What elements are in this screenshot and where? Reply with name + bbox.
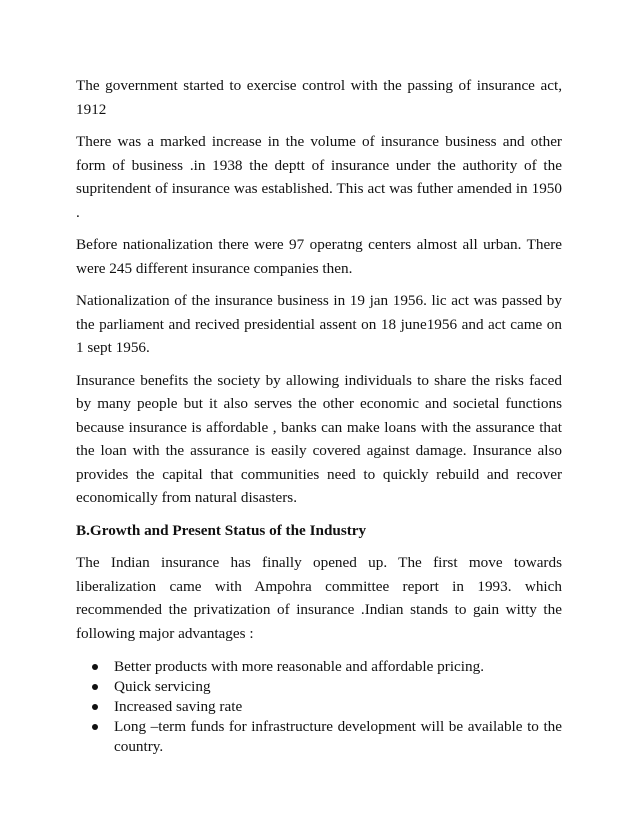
bullet-icon bbox=[92, 684, 98, 690]
bullet-icon bbox=[92, 724, 98, 730]
list-item-text: Increased saving rate bbox=[114, 698, 243, 715]
list-item bbox=[76, 717, 562, 757]
list-item-text: Quick servicing bbox=[114, 678, 211, 695]
list-item-text: Better products with more reasonable and affordable pricing. bbox=[114, 658, 484, 675]
list-item-text: Long –term funds for infrastructure development will be available to the country. bbox=[114, 718, 562, 755]
paragraph-insurance-benefits: Insurance benefits the society by allowing individuals to share the risks faced by many people but it also serves the other economic and societal functions because insurance is affordable , banks can make loans with the assurance that the loan with the assurance is easily covered against damage. Insurance also provides the capital that communities need to quickly rebuild and recover economically from natural disasters. bbox=[76, 371, 562, 506]
document-page bbox=[76, 74, 562, 757]
bullet-icon bbox=[92, 664, 98, 670]
bullet-icon bbox=[92, 704, 98, 710]
list-item bbox=[76, 657, 562, 677]
paragraph-liberalization: The Indian insurance has finally opened up. The first move towards liberalization came with Ampohra committee report in 1993. which recommended the privatization of insurance .Indian stands to gain witty the following major advantages : bbox=[76, 554, 562, 642]
paragraph-insurance-act: The government started to exercise control with the passing of insurance act, 1912 bbox=[76, 77, 562, 118]
section-heading: B.Growth and Present Status of the Industry bbox=[76, 521, 367, 539]
advantages-list bbox=[76, 657, 562, 757]
paragraph-insurance-growth: There was a marked increase in the volume of insurance business and other form of business .in 1938 the deptt of insurance under the authority of the supritendent of insurance was established. This act was futher amended in 1950 . bbox=[76, 133, 562, 221]
list-item bbox=[76, 697, 562, 717]
paragraph-nationalization: Nationalization of the insurance business in 19 jan 1956. lic act was passed by the parliament and recived presidential assent on 18 june1956 and act came on 1 sept 1956. bbox=[76, 292, 562, 356]
paragraph-pre-nationalization: Before nationalization there were 97 operatng centers almost all urban. There were 245 different insurance companies then. bbox=[76, 236, 562, 277]
list-item bbox=[76, 677, 562, 697]
